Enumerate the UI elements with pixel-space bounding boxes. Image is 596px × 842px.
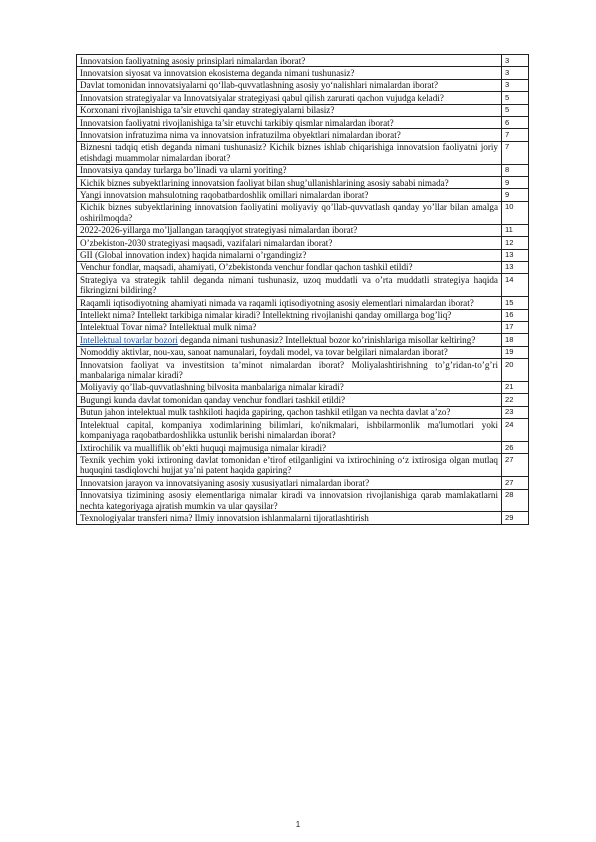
page-ref-cell: 5	[502, 104, 529, 116]
page-ref-cell: 15	[502, 297, 529, 309]
question-cell	[77, 489, 502, 512]
question-cell	[77, 224, 502, 236]
table-row	[77, 454, 529, 477]
page-ref-cell: 8	[502, 164, 529, 176]
page-ref-cell: 3	[502, 67, 529, 79]
table-row	[77, 224, 529, 236]
page-ref-cell: 7	[502, 129, 529, 141]
question-cell	[77, 237, 502, 249]
question-text: Ixtirochilik va mualliflik ob’ekti huquqi majmusiga nimalar kiradi?	[80, 442, 327, 453]
question-cell	[77, 117, 502, 129]
question-cell	[77, 274, 502, 297]
page-ref-cell: 13	[502, 249, 529, 261]
table-row	[77, 129, 529, 141]
question-cell	[77, 189, 502, 201]
page-ref-cell: 21	[502, 381, 529, 393]
page-ref-cell: 29	[502, 512, 529, 524]
page-ref-cell: 18	[502, 334, 529, 346]
table-row	[77, 406, 529, 418]
question-cell	[77, 67, 502, 79]
question-cell	[77, 442, 502, 454]
table-row	[77, 67, 529, 79]
question-text: Innovatsion faoliyat va investitsion ta’minot nimalardan iborat? Moliyalashtirishning to’g’ridan-to’g’ri manbalariga nimalar kiradi?	[80, 359, 498, 381]
table-row	[77, 261, 529, 273]
table-row	[77, 381, 529, 393]
question-cell	[77, 321, 502, 333]
table-row	[77, 394, 529, 406]
question-text: Yangi innovatsion mahsulotning raqobatbardoshlik omillari nimalardan iborat?	[80, 189, 369, 200]
table-row	[77, 309, 529, 321]
table-row	[77, 442, 529, 454]
question-text: O’zbekiston-2030 strategiyasi maqsadi, vazifalari nimalardan iborat?	[80, 237, 333, 248]
question-text: Kichik biznes subyektlarining innovatsion faoliyatini moliyaviy qo’llab-quvvatlash qanday yo’llar bilan amalga oshirilmoqda?	[80, 202, 498, 223]
table-row	[77, 321, 529, 333]
page-ref-cell: 10	[502, 201, 529, 224]
page-ref-cell: 27	[502, 477, 529, 489]
table-row	[77, 104, 529, 116]
question-text: Innovatsion jarayon va innovatsiyaning asosiy xususiyatlari nimalardan iborat?	[80, 477, 370, 488]
question-text: Intelektual Tovar nima? Intellektual mulk nima?	[80, 322, 257, 333]
question-text: Nomoddiy aktivlar, nou-xau, sanoat namunalari, foydali model, va tovar belgilari nimalardan iborat?	[80, 347, 448, 358]
question-cell	[77, 79, 502, 91]
page-ref-cell: 3	[502, 55, 529, 67]
question-text: Innovatsion siyosat va innovatsion ekosistema deganda nimani tushunasiz?	[80, 67, 355, 78]
question-text: Raqamli iqtisodiyotning ahamiyati nimada va raqamli iqtisodiyotning asosiy elementlari nimalardan iborat?	[80, 297, 474, 308]
question-cell	[77, 249, 502, 261]
page-ref-cell: 6	[502, 117, 529, 129]
page-ref-cell: 20	[502, 359, 529, 382]
question-text: Kichik biznes subyektlarining innovatsion faoliyat bilan shug’ullanishlarining asosiy sababi nimada?	[80, 177, 449, 188]
question-cell	[77, 261, 502, 273]
table-row	[77, 419, 529, 442]
table-row	[77, 297, 529, 309]
question-text: Korxonani rivojlanishiga ta’sir etuvchi qanday strategiyalarni bilasiz?	[80, 105, 335, 116]
question-cell	[77, 381, 502, 393]
table-row	[77, 117, 529, 129]
table-row	[77, 189, 529, 201]
page-ref-cell: 22	[502, 394, 529, 406]
question-text: Innovatsiya qanday turlarga bo’linadi va ularni yoriting?	[80, 165, 287, 176]
question-text: Intelektual capital, kompaniya xodimlarining bilimlari, ko'nikmalari, ishbilarmonlik ma'lumotlari yoki kompaniyaga raqobatbardoshlikka ustunlik berishi nimalardan iborat?	[80, 419, 498, 441]
table-row	[77, 237, 529, 249]
table-row	[77, 177, 529, 189]
question-text: Moliyaviy qo’llab-quvvatlashning bilvosita manbalariga nimalar kiradi?	[80, 382, 344, 393]
page-ref-cell: 11	[502, 224, 529, 236]
page-ref-cell: 9	[502, 177, 529, 189]
question-cell	[77, 512, 502, 524]
question-text: Innovatsiya tizimining asosiy elementlariga nimalar kiradi va innovatsion rivojlanishiga qarab mamlakatlarni nechta kategoriyaga ajratish mumkin va ular qaysilar?	[80, 490, 498, 511]
table-row	[77, 512, 529, 524]
page-ref-cell: 12	[502, 237, 529, 249]
page-ref-cell: 23	[502, 406, 529, 418]
table-row	[77, 346, 529, 358]
page-ref-cell: 7	[502, 141, 529, 164]
table-row	[77, 489, 529, 512]
questions-table	[76, 54, 529, 525]
question-cell	[77, 177, 502, 189]
question-cell	[77, 129, 502, 141]
question-cell	[77, 394, 502, 406]
question-cell	[77, 309, 502, 321]
table-row	[77, 274, 529, 297]
question-text: Innovatsion infratuzima nima va innovatsion infratuzilma obyektlari nimalardan iborat?	[80, 129, 401, 140]
question-cell	[77, 55, 502, 67]
question-text: Butun jahon intelektual mulk tashkiloti haqida gapiring, qachon tashkil etilgan va nechta davlat a’zo?	[80, 407, 451, 418]
question-text: Innovatsion faoliyatning asosiy prinsiplari nimalardan iborat?	[80, 55, 306, 66]
page-ref-cell: 24	[502, 419, 529, 442]
question-text: Innovatsion strategiyalar va Innovatsiyalar strategiyasi qabul qilish zarurati qachon vujudga keladi?	[80, 92, 444, 103]
question-cell	[77, 454, 502, 477]
question-text: Biznesni tadqiq etish deganda nimani tushunasiz? Kichik biznes ishlab chiqarishiga innovatsion faoliyatni joriy etishdagi muammolar nimalardan iborat?	[80, 142, 498, 163]
page-ref-cell: 14	[502, 274, 529, 297]
question-cell	[77, 406, 502, 418]
question-cell	[77, 477, 502, 489]
table-row	[77, 359, 529, 382]
questions-table-body	[77, 55, 529, 525]
page-ref-cell: 27	[502, 454, 529, 477]
table-row	[77, 477, 529, 489]
question-text: Strategiya va strategik tahlil deganda nimani tushunasiz, uzoq muddatli va o’rta muddatli strategiya haqida fikringizni bildiring?	[80, 274, 498, 296]
question-cell	[77, 346, 502, 358]
question-text: Texnologiyalar transferi nima? Ilmiy innovatsion ishlanmalarni tijoratlashtirish	[80, 512, 369, 523]
page-ref-cell: 19	[502, 346, 529, 358]
question-text: 2022-2026-yillarga mo’ljallangan taraqqiyot strategiyasi nimalardan iborat?	[80, 225, 358, 236]
question-text: deganda nimani tushunasiz? Intellektual bozor ko’rinishlariga misollar keltiring?	[180, 334, 476, 345]
table-row	[77, 55, 529, 67]
table-row	[77, 201, 529, 224]
question-text: Bugungi kunda davlat tomonidan qanday venchur fondlari tashkil etildi?	[80, 394, 346, 405]
table-row	[77, 141, 529, 164]
page-ref-cell: 26	[502, 442, 529, 454]
question-cell	[77, 141, 502, 164]
page-ref-cell: 9	[502, 189, 529, 201]
question-cell	[77, 104, 502, 116]
question-cell	[77, 164, 502, 176]
question-text: Venchur fondlar, maqsadi, ahamiyati, O’zbekistonda venchur fondlar qachon tashkil etildi?	[80, 262, 413, 273]
page-ref-cell: 28	[502, 489, 529, 512]
question-text: Intellekt nima? Intellekt tarkibiga nimalar kiradi? Intellektning rivojlanishi qanday omillarga bog’liq?	[80, 310, 452, 321]
question-text: Davlat tomonidan innovatsiyalarni qo‘llab-quvvatlashning asosiy yo‘nalishlari nimalardan iborat?	[80, 80, 439, 91]
table-row	[77, 79, 529, 91]
page-ref-cell: 5	[502, 92, 529, 104]
question-cell	[77, 92, 502, 104]
question-cell	[77, 419, 502, 442]
page-number: 1	[295, 820, 301, 829]
question-text: Innovatsion faoliyatni rivojlanishiga ta’sir etuvchi tarkibiy qismlar nimalardan iborat?	[80, 117, 394, 128]
question-cell	[77, 201, 502, 224]
page-ref-cell: 16	[502, 309, 529, 321]
question-link[interactable]: Intellektual tovarlar bozori	[80, 334, 178, 345]
question-text: Texnik yechim yoki ixtironing davlat tomonidan e’tirof etilganligini va ixtirochining o‘z ixtirosiga olgan mutlaq huquqini tasdiqlovchi hujjat ya’ni patent haqida gapiring?	[80, 454, 498, 476]
table-row	[77, 249, 529, 261]
question-cell	[77, 334, 502, 346]
question-text: GII (Global innovation index) haqida nimalarni o’rgandingiz?	[80, 250, 307, 260]
page-ref-cell: 13	[502, 261, 529, 273]
question-cell	[77, 297, 502, 309]
table-row	[77, 92, 529, 104]
table-row	[77, 334, 529, 346]
table-row	[77, 164, 529, 176]
page-ref-cell: 3	[502, 79, 529, 91]
page-ref-cell: 17	[502, 321, 529, 333]
question-cell	[77, 359, 502, 382]
